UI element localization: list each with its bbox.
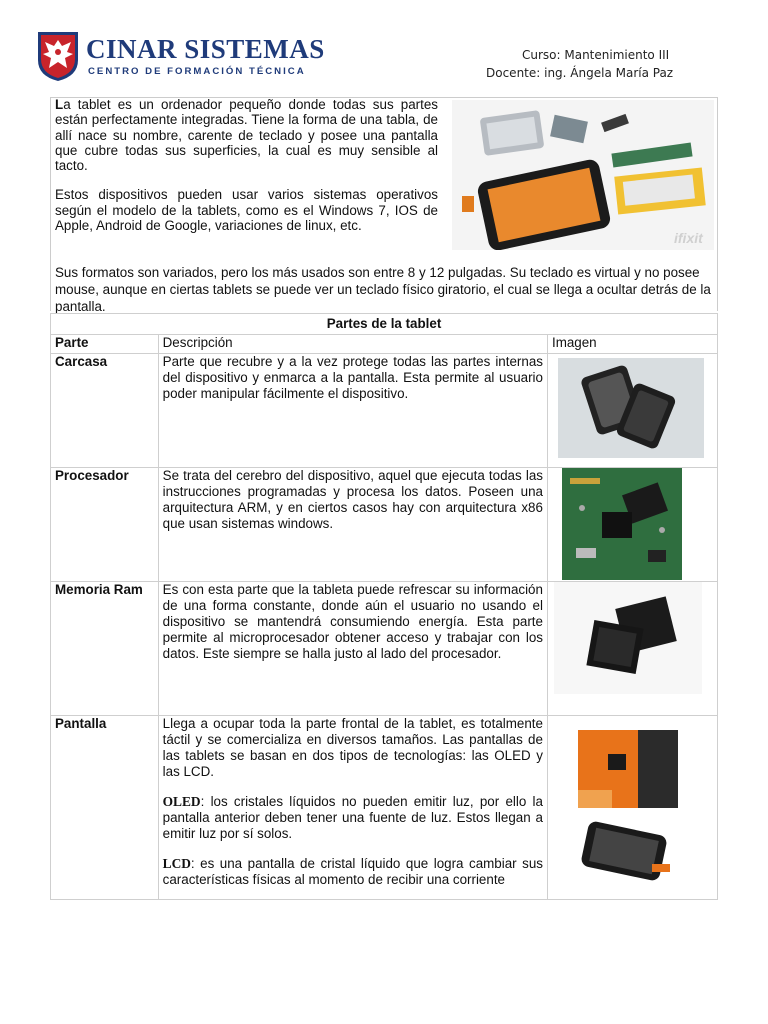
part-description: Se trata del cerebro del dispositivo, aquel que ejecuta todas las instrucciones programadas y procesa los datos. Poseen una arquitectura ARM, y en ciertos casos hay con arquitectura x86 que usan sistemas windows. [158,468,547,582]
table-row [51,716,718,900]
header-part: Parte [51,335,159,354]
oled-term: OLED [162,794,201,809]
teacher-name: Docente: ing. Ángela María Paz [486,66,674,80]
tablet-teardown-image [452,100,714,250]
eagle-shield-icon [36,30,80,82]
table-row [51,468,718,582]
course-info [486,46,673,82]
parts-table [50,313,718,900]
lcd-paragraph: LCD: es una pantalla de cristal líquido que logra cambiar sus características físicas al momento de recibir una corriente [162,856,543,887]
intro-paragraph-2: Estos dispositivos pueden usar varios sistemas operativos según el modelo de la tablets, como es el Windows 7, IOS de Apple, Android de Google, variaciones de linux, etc. [55,187,438,234]
intro-box-left-border [50,97,51,311]
table-title: Partes de la tablet [51,314,718,335]
intro-paragraph-3: Sus formatos son variados, pero los más usados son entre 8 y 12 pulgadas. Su teclado es virtual y no posee mouse, aunque en ciertas tablets se puede ver un teclado físico giratorio, el cual se llega a ocultar detrás de la pantalla. [55,265,711,314]
svg-text:ifixit: ifixit [674,230,703,246]
part-description [158,716,547,900]
carcasa-image [558,358,704,458]
table-row [51,582,718,716]
cinar-logo [36,30,325,86]
ram-chip-image [554,582,702,694]
intro-text [55,97,438,247]
intro-paragraph-1: La tablet es un ordenador pequeño donde todas sus partes están perfectamente integradas. Tiene la forma de una tabla, de allí nace su nombre, carente de teclado y posee una pantalla que cubre todas sus superficies, la cual es muy sensible al tacto. [55,97,438,174]
part-description: Parte que recubre y a la vez protege todas las partes internas del dispositivo y enmarca a la pantalla. Esta permite al usuario poder manipular fácilmente el dispositivo. [158,354,547,468]
part-name: Procesador [51,468,159,582]
table-title-row [51,314,718,335]
part-name: Memoria Ram [51,582,159,716]
logo-title: CINAR SISTEMAS [86,34,325,64]
drop-letter: L [55,97,64,112]
header-image: Imagen [547,335,717,354]
screen-panel-image [574,820,678,882]
header-description: Descripción [158,335,547,354]
table-header-row [51,335,718,354]
intro-box-right-border [717,97,718,311]
part-description: Es con esta parte que la tableta puede refrescar su información de una forma constante, donde aún el usuario no usando el dispositivo se mantendrá consumiendo energía. Esta parte permite al microprocesador obtener acceso y trabajar con los datos. Este siempre se halla justo al lado del procesador. [158,582,547,716]
screen-connector-image [578,730,678,808]
pantalla-intro: Llega a ocupar toda la parte frontal de la tablet, es totalmente táctil y se comercializa en diversos tamaños. Las pantallas de las tablets se basan en dos tipos de tecnologías: las OLED y las LCD. [162,716,543,779]
processor-image [562,468,682,580]
logo-subtitle: CENTRO DE FORMACIÓN TÉCNICA [88,66,306,77]
part-name: Pantalla [51,716,159,900]
course-name: Curso: Mantenimiento III [522,48,670,62]
part-name: Carcasa [51,354,159,468]
lcd-term: LCD [162,856,191,871]
oled-paragraph: OLED: los cristales líquidos no pueden emitir luz, por ello la pantalla anterior deben tener una fuente de luz. Estos llegan a emitir luz por sí solos. [162,794,543,841]
table-row [51,354,718,468]
